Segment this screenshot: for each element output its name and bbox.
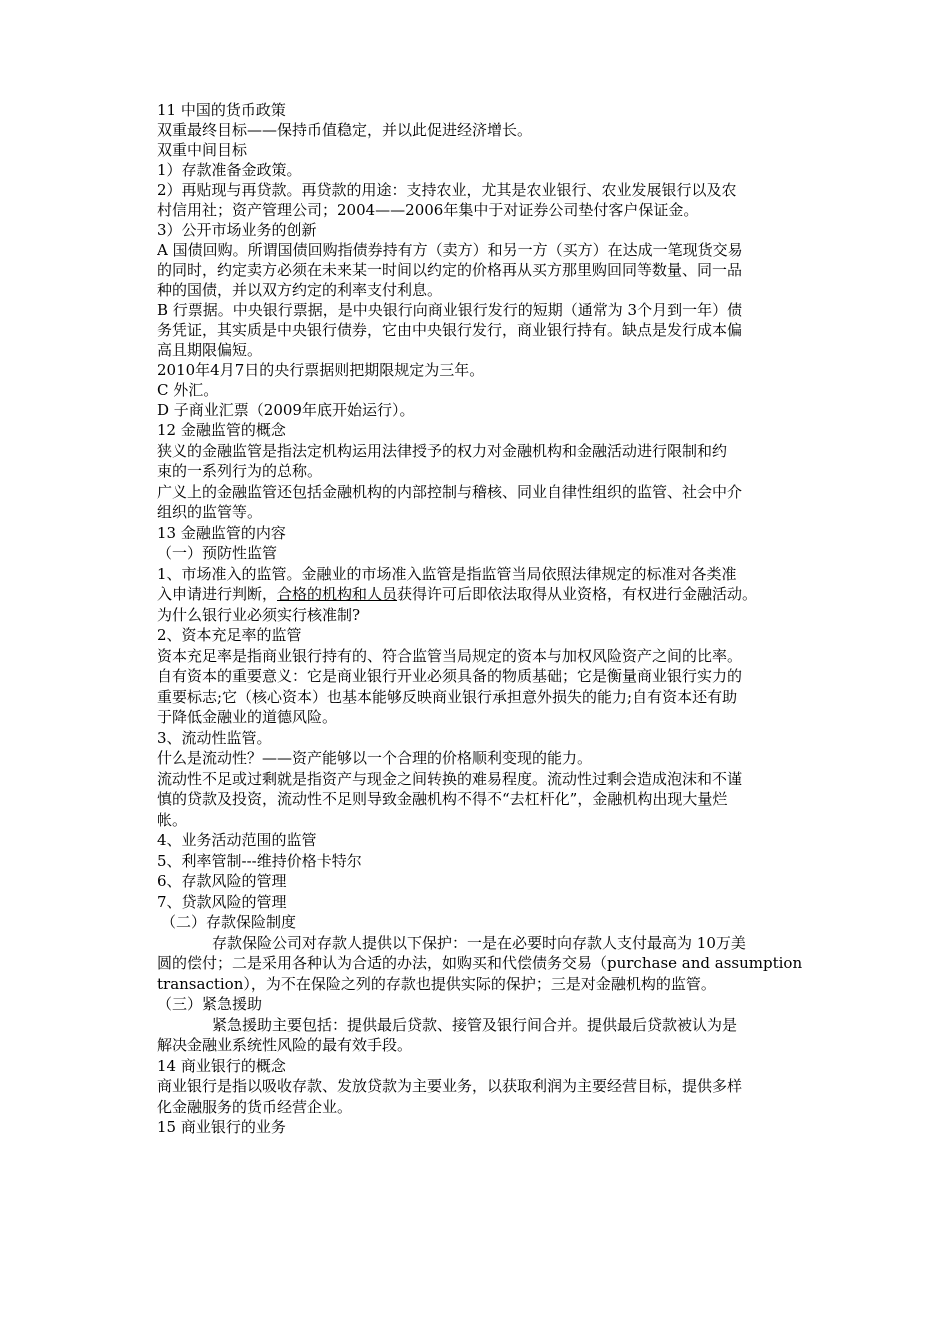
text-line: 1）存款准备金政策。 [157,161,302,179]
text-fragment: 获得许可后即依法取得从业资格，有权进行金融活动。 [397,585,758,603]
heading-11: 11 中国的货币政策 [157,101,286,119]
text-line: 流动性不足或过剩就是指资产与现金之间转换的难易程度。流动性过剩会造成泡沫和不谨 [157,769,743,788]
text-line: 狭义的金融监管是指法定机构运用法律授予的权力对金融机构和金融活动进行限制和约 [157,441,728,460]
text-line: 圆的偿付；二是采用各种认为合适的办法，如购买和代偿债务交易（purchase and assumption [157,954,803,972]
text-line: B 行票据。中央银行票据，是中央银行向商业银行发行的短期（通常为 3个月到一年）债 [157,301,743,319]
text-line [157,584,810,605]
text-line: 组织的监管等。 [157,503,263,521]
text-line: 种的国债，并以双方约定的利率支付利息。 [157,281,443,299]
text-line: 紧急援助主要包括：提供最后贷款、接管及银行间合并。提供最后贷款被认为是 [212,1015,738,1034]
text-line: 资本充足率是指商业银行持有的、符合监管当局规定的资本与加权风险资产之间的比率。 [157,646,743,665]
text-line: 于降低金融业的道德风险。 [157,708,338,726]
text-line: 双重中间目标 [157,141,248,159]
text-line: 束的一系列行为的总称。 [157,462,323,480]
heading-15: 15 商业银行的业务 [157,1118,286,1136]
text-line: 5、利率管制---维持价格卡特尔 [157,851,362,870]
text-line: 7、贷款风险的管理 [157,892,287,911]
text-line: 慎的贷款及投资，流动性不足则导致金融机构不得不“去杠杆化”，金融机构出现大量烂 [157,790,728,808]
text-line: 高且期限偏短。 [157,341,263,359]
text-line: 2010年4月7日的央行票据则把期限规定为三年。 [157,361,485,379]
text-line: 化金融服务的货币经营企业。 [157,1097,353,1116]
text-line: 务凭证，其实质是中央银行债券，它由中央银行发行，商业银行持有。缺点是发行成本偏 [157,321,743,339]
text-line: 帐。 [157,810,188,829]
text-line: 重要标志;它（核心资本）也基本能够反映商业银行承担意外损失的能力;自有资本还有助 [157,687,738,706]
text-line: 什么是流动性？——资产能够以一个合理的价格顺利变现的能力。 [157,749,593,767]
text-line: 解决金融业系统性风险的最有效手段。 [157,1036,413,1054]
text-line: A 国债回购。所谓国债回购指债券持有方（卖方）和另一方（买方）在达成一笔现货交易 [157,241,743,259]
text-line: 4、业务活动范围的监管 [157,831,317,849]
text-line: 3、流动性监管。 [157,728,272,747]
text-line: 3）公开市场业务的创新 [157,221,317,239]
text-line: 2、资本充足率的监管 [157,626,302,644]
underlined-phrase: 合格的机构和人员 [277,585,398,603]
text-line: 广义上的金融监管还包括金融机构的内部控制与稽核、同业自律性组织的监管、社会中介 [157,482,743,501]
text-line: 村信用社；资产管理公司；2004——2006年集中于对证券公司垫付客户保证金。 [157,201,699,219]
subheading: （二）存款保险制度 [161,913,297,931]
text-line: 双重最终目标——保持币值稳定，并以此促进经济增长。 [157,121,533,139]
text-line: 商业银行是指以吸收存款、发放贷款为主要业务，以获取利润为主要经营目标，提供多样 [157,1077,743,1095]
text-line: C 外汇。 [157,381,219,399]
heading-14: 14 商业银行的概念 [157,1056,286,1075]
text-line: 的同时，约定卖方必须在未来某一时间以约定的价格再从买方那里购回同等数量、同一品 [157,261,743,279]
heading-12: 12 金融监管的概念 [157,421,286,439]
text-line: D 子商业汇票（2009年底开始运行）。 [157,401,415,419]
text-line: 1、市场准入的监管。金融业的市场准入监管是指监管当局依照法律规定的标准对各类准 [157,564,737,583]
text-line: 存款保险公司对存款人提供以下保护：一是在必要时向存款人支付最高为 10万美 [212,933,746,952]
subheading: （一）预防性监管 [157,544,278,562]
heading-13: 13 金融监管的内容 [157,523,286,542]
text-fragment: 入申请进行判断， [157,585,278,603]
text-line: 6、存款风险的管理 [157,872,287,890]
subheading: （三）紧急援助 [157,995,263,1013]
text-line: 为什么银行业必须实行核准制? [157,605,361,624]
text-line: 2）再贴现与再贷款。再贷款的用途：支持农业，尤其是农业银行、农业发展银行以及农 [157,181,737,199]
text-line: 自有资本的重要意义：它是商业银行开业必须具备的物质基础；它是衡量商业银行实力的 [157,667,743,685]
text-line: transaction），为不在保险之列的存款也提供实际的保护；三是对金融机构的监管。 [157,974,716,993]
